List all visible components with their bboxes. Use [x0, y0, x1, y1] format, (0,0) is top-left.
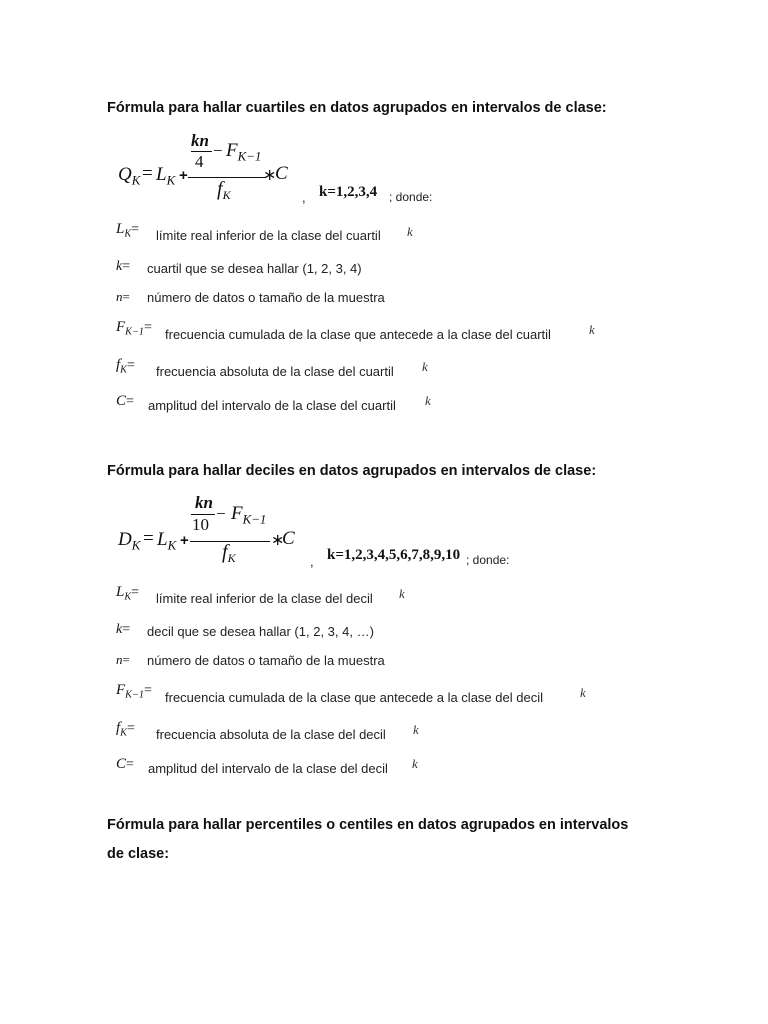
- definition-text: amplitud del intervalo de la clase del cuartil: [148, 398, 396, 413]
- definition-text: frecuencia absoluta de la clase del cuartil: [156, 364, 394, 379]
- formula-minus: −: [213, 141, 223, 160]
- definition-row: $F_{K-1}=$: [116, 682, 152, 701]
- definition-symbol: k: [116, 259, 123, 274]
- formula-lhs: $Q_K$: [118, 164, 141, 188]
- definition-k: k: [407, 224, 413, 239]
- formula-minus: −: [216, 504, 226, 523]
- formula-plus: +: [180, 532, 189, 549]
- definition-row: k=: [116, 259, 131, 274]
- formula-F: $F_{K-1}$: [231, 503, 267, 527]
- formula-k-range: k=1,2,3,4,5,6,7,8,9,10: [327, 547, 461, 563]
- definition-k: k: [413, 722, 419, 737]
- definition-symbol: $F_{K-1}$: [116, 682, 144, 701]
- definition-text: número de datos o tamaño de la muestra: [147, 653, 385, 668]
- formula-donde: ; donde:: [466, 553, 510, 567]
- definition-row: $F_{K-1}=$: [116, 319, 152, 338]
- formula-times: ∗: [263, 167, 277, 184]
- definition-k: k: [399, 586, 405, 601]
- formula-lhs: $D_K$: [118, 529, 141, 553]
- section-heading-deciles: Fórmula para hallar deciles en datos agrupados en intervalos de clase:: [107, 463, 597, 479]
- definition-symbol: $f_K$: [116, 720, 127, 739]
- section-heading-percentiles: Fórmula para hallar percentiles o centiles en datos agrupados en intervalos: [107, 817, 629, 833]
- definition-symbol: $L_K$: [116, 221, 132, 240]
- definition-row: n=: [116, 289, 130, 304]
- formula-L: $L_K$: [156, 164, 176, 188]
- section-heading-cuartiles: Fórmula para hallar cuartiles en datos agrupados en intervalos de clase:: [107, 100, 607, 116]
- formula-comma: ,: [310, 554, 314, 569]
- definition-k: k: [412, 756, 418, 771]
- definition-symbol: $f_K$: [116, 357, 127, 376]
- definition-text: número de datos o tamaño de la muestra: [147, 290, 385, 305]
- formula-plus: +: [179, 167, 188, 184]
- formula-times: ∗: [271, 532, 285, 549]
- formula-num-den: 10: [192, 515, 209, 534]
- definition-row: C=: [116, 756, 134, 772]
- definition-text: límite real inferior de la clase del decil: [156, 591, 373, 606]
- definition-text: frecuencia cumulada de la clase que antecede a la clase del decil: [165, 690, 543, 705]
- definition-row: k=: [116, 622, 131, 637]
- formula-L: $L_K$: [157, 529, 177, 553]
- definition-row: $L_K=$: [116, 584, 140, 603]
- formula-F: $F_{K-1}$: [226, 140, 262, 164]
- formula-donde: ; donde:: [389, 190, 433, 204]
- formula-k-range: k=1,2,3,4: [319, 184, 378, 200]
- definition-k: k: [589, 322, 595, 337]
- definition-row: $L_K=$: [116, 221, 140, 240]
- formula-num-top: kn: [195, 493, 213, 512]
- definition-k: k: [580, 685, 586, 700]
- definition-text: cuartil que se desea hallar (1, 2, 3, 4): [147, 261, 362, 276]
- section-heading-percentiles-continued: de clase:: [107, 846, 170, 862]
- formula-num-top: kn: [191, 131, 209, 150]
- formula-comma: ,: [302, 190, 306, 205]
- definition-text: límite real inferior de la clase del cuartil: [156, 228, 381, 243]
- formula-f: $f_K$: [217, 178, 231, 203]
- definition-row: n=: [116, 652, 130, 667]
- definition-text: frecuencia cumulada de la clase que antecede a la clase del cuartil: [165, 327, 551, 342]
- definition-symbol: $F_{K-1}$: [116, 319, 144, 338]
- definition-text: frecuencia absoluta de la clase del decil: [156, 727, 386, 742]
- definition-symbol: n: [116, 652, 123, 667]
- definition-row: $f_K=$: [116, 357, 135, 376]
- definition-symbol: k: [116, 622, 123, 637]
- definition-k: k: [422, 359, 428, 374]
- definition-row: $f_K=$: [116, 720, 135, 739]
- formula-equals: =: [143, 528, 154, 549]
- formula-equals: =: [142, 163, 153, 184]
- formula-num-den: 4: [195, 152, 204, 171]
- definition-symbol: C: [116, 393, 127, 409]
- definition-symbol: n: [116, 289, 123, 304]
- definition-row: C=: [116, 393, 134, 409]
- formula-C: C: [282, 528, 295, 549]
- definition-symbol: $L_K$: [116, 584, 132, 603]
- definition-symbol: C: [116, 756, 127, 772]
- definition-text: amplitud del intervalo de la clase del decil: [148, 761, 388, 776]
- definition-text: decil que se desea hallar (1, 2, 3, 4, …): [147, 624, 374, 639]
- formula-f: $f_K$: [222, 541, 236, 566]
- definition-k: k: [425, 393, 431, 408]
- formula-C: C: [275, 163, 288, 184]
